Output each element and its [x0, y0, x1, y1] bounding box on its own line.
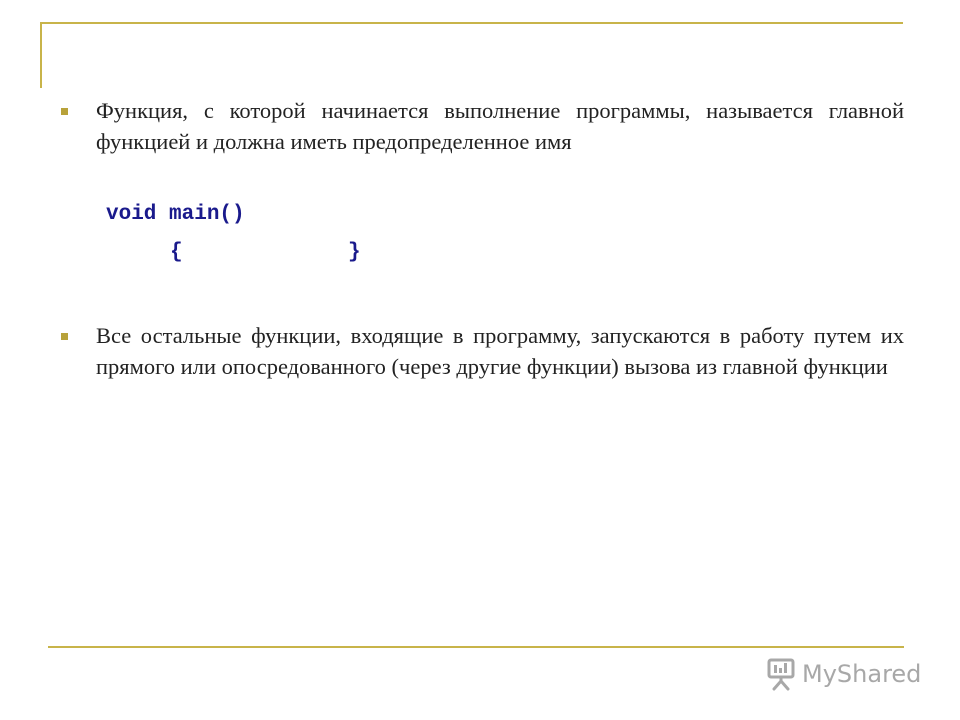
- bullet-text-main-function: Функция, с которой начинается выполнение программы, называется главной функцией и должна иметь предопределенное имя: [96, 98, 904, 154]
- presentation-board-icon: [766, 657, 796, 691]
- watermark: [766, 656, 921, 692]
- top-decor-line: [40, 22, 903, 24]
- bullet-text-other-functions: Все остальные функции, входящие в программу, запускаются в работу путем их прямого или опосредованного (через другие функции) вызова из главной функции: [96, 323, 904, 379]
- watermark-text: MyShared: [802, 660, 922, 688]
- left-decor-line: [40, 22, 42, 88]
- code-main-signature: void main(): [106, 203, 245, 226]
- bullet-marker-2: [61, 333, 68, 340]
- code-open-brace: {: [170, 241, 183, 264]
- bottom-decor-line: [48, 646, 904, 648]
- bullet-marker-1: [61, 108, 68, 115]
- code-close-brace: }: [348, 241, 361, 264]
